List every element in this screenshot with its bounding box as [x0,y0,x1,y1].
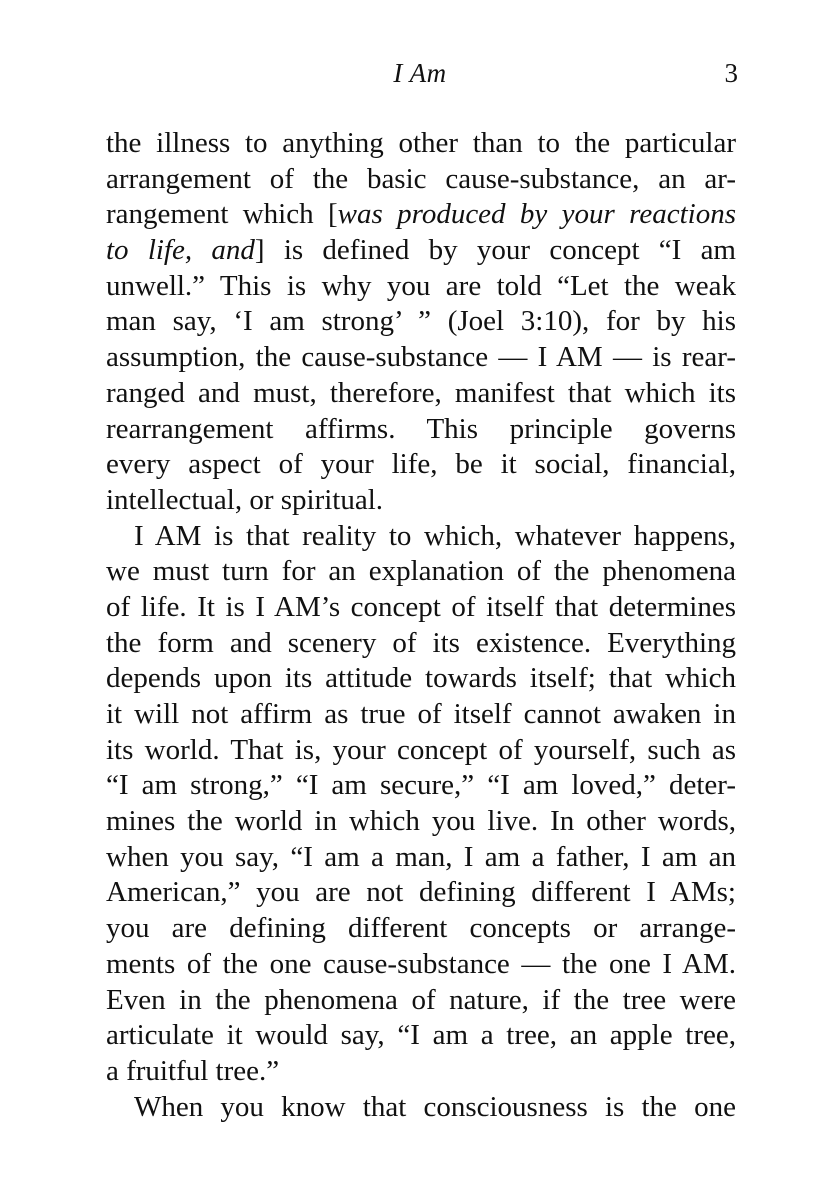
text-line: of life. It is I AM’s concept of itself that determines [106,590,736,623]
text-line: mines the world in which you live. In other words, [106,805,736,838]
text-line: arrangement of the basic cause-substance, an ar- [106,162,736,195]
text-line: rearrangement affirms. This principle governs [106,412,736,445]
text-line: unwell.” This is why you are told “Let the weak [106,269,736,302]
running-title: I Am [393,58,447,88]
text-line: depends upon its attitude towards itself; that which [106,662,736,695]
text-line: ments of the one cause-substance — the one I AM. [106,947,736,980]
text-line: you are defining different concepts or arrange- [106,912,736,945]
body-text [106,126,736,1125]
text-line: we must turn for an explanation of the phenomena [106,555,736,588]
text-line: it will not affirm as true of itself cannot awaken in [106,698,736,730]
text-line: articulate it would say, “I am a tree, an apple tree, [106,1019,736,1052]
text-line: its world. That is, your concept of yourself, such as [106,733,736,766]
text-line: ranged and must, therefore, manifest that which its [106,376,736,409]
text-line: intellectual, or spiritual. [106,483,384,516]
text-line: When you know that consciousness is the one [134,1090,736,1123]
text-line: when you say, “I am a man, I am a father, I am an [106,840,736,873]
text-line: man say, ‘I am strong’ ” (Joel 3:10), for by his [106,305,736,338]
text-line: I AM is that reality to which, whatever happens, [134,519,736,552]
text-line: “I am strong,” “I am secure,” “I am loved,” deter- [106,769,736,802]
text-line: assumption, the cause-substance — I AM — is rear- [106,341,736,374]
italic-segment: to life, and [106,234,255,267]
text-line: American,” you are not defining different I AMs; [106,876,736,909]
italic-segment: was produced by your reactions [337,198,736,231]
text-line [106,197,736,233]
text-line-segment: ] is defined by your concept “I am [254,234,736,267]
text-line: the illness to anything other than to the particular [106,127,736,159]
text-line: Even in the phenomena of nature, if the tree were [106,983,736,1016]
text-line [106,233,736,269]
text-line: every aspect of your life, be it social, financial, [106,448,736,481]
page-number: 3 [724,58,738,88]
text-line: the form and scenery of its existence. Everything [106,626,736,659]
text-line: a fruitful tree.” [106,1054,280,1087]
page-header [0,58,840,92]
text-line-segment: rangement which [ [106,198,338,231]
